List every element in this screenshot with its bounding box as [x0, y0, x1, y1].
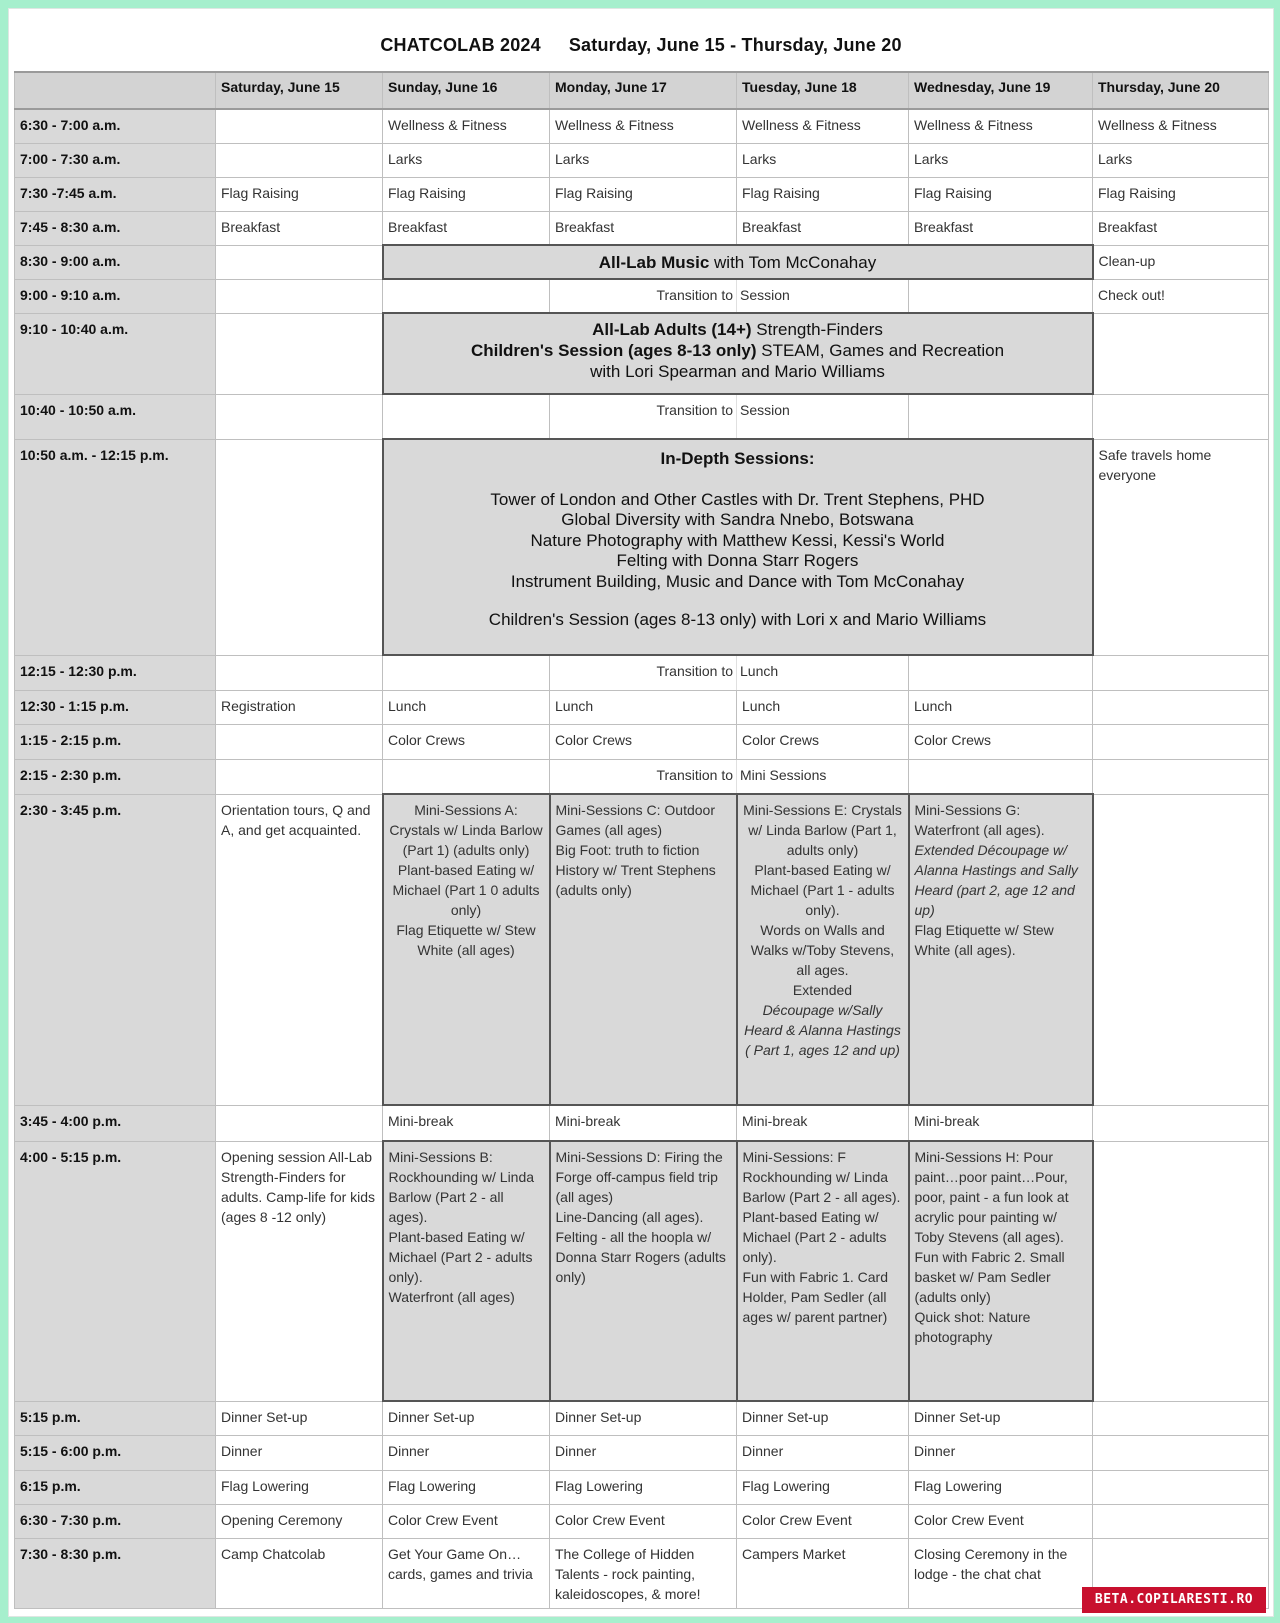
table-cell: [1093, 394, 1269, 439]
time-cell: 7:30 -7:45 a.m.: [15, 177, 216, 211]
mini-item: Big Foot: truth to fiction: [555, 842, 700, 858]
mini-item: Fun with Fabric 2. Small basket w/ Pam Sedler (adults only): [914, 1249, 1065, 1305]
table-cell: Dinner: [383, 1435, 550, 1470]
time-cell: 7:00 - 7:30 a.m.: [15, 143, 216, 177]
event-dates: Saturday, June 15 - Thursday, June 20: [568, 35, 902, 55]
mini-sessions-f: [737, 1141, 909, 1401]
mini-item: Mini-Sessions H: Pour paint…poor paint…Pour, poor, paint - a fun look at acrylic pour painting w/ Toby Stevens (all ages).: [914, 1149, 1069, 1245]
table-cell: Dinner Set-up: [737, 1401, 909, 1435]
table-cell: Color Crews: [909, 724, 1093, 759]
table-cell: [1093, 794, 1269, 1105]
table-cell: Breakfast: [909, 211, 1093, 245]
transition-cell: Session: [737, 394, 909, 439]
mini-item: Plant-based Eating w/ Michael (Part 2 - adults only).: [742, 1209, 887, 1265]
mini-item: History w/ Trent Stephens (adults only): [555, 862, 716, 898]
table-row: [15, 109, 1269, 143]
time-cell: 6:30 - 7:30 p.m.: [15, 1504, 216, 1538]
mini-item: Mini-Sessions E: Crystals w/ Linda Barlow (Part 1, adults only): [743, 802, 902, 858]
time-cell: 6:15 p.m.: [15, 1470, 216, 1504]
table-cell: Larks: [550, 143, 737, 177]
table-cell: [1093, 1470, 1269, 1504]
table-cell: Breakfast: [1093, 211, 1269, 245]
table-cell: Flag Lowering: [737, 1470, 909, 1504]
in-depth-item: Felting with Donna Starr Rogers: [616, 551, 859, 570]
mini-item: Mini-Sessions D: Firing the Forge off-campus field trip (all ages): [555, 1149, 723, 1205]
in-depth-item: Global Diversity with Sandra Nnebo, Botswana: [561, 510, 914, 529]
table-cell: Color Crews: [737, 724, 909, 759]
in-depth-sessions-block: [383, 439, 1093, 655]
header-row: [15, 72, 1269, 109]
mini-item: Mini-Sessions: F Rockhounding w/ Linda Barlow (Part 2 - all ages).: [742, 1149, 901, 1205]
day-header: Tuesday, June 18: [737, 72, 909, 109]
table-cell: Mini-break: [383, 1105, 550, 1141]
table-cell: Dinner: [216, 1435, 383, 1470]
time-cell: 7:45 - 8:30 a.m.: [15, 211, 216, 245]
transition-cell: Session: [737, 279, 909, 313]
table-row: [15, 394, 1269, 439]
table-cell: Dinner Set-up: [909, 1401, 1093, 1435]
table-cell: [383, 394, 550, 439]
table-cell: [909, 279, 1093, 313]
table-cell: Flag Lowering: [550, 1470, 737, 1504]
table-cell: Larks: [383, 143, 550, 177]
table-cell: Check out!: [1093, 279, 1269, 313]
table-cell: Wellness & Fitness: [737, 109, 909, 143]
table-cell: Lunch: [550, 690, 737, 724]
table-cell: [1093, 1401, 1269, 1435]
table-row: [15, 279, 1269, 313]
mini-item: Fun with Fabric 1. Card Holder, Pam Sedler (all ages w/ parent partner): [742, 1269, 888, 1325]
time-cell: 6:30 - 7:00 a.m.: [15, 109, 216, 143]
all-lab-adults-block: [383, 313, 1093, 394]
table-cell: Color Crew Event: [383, 1504, 550, 1538]
music-title: All-Lab Music: [598, 253, 710, 272]
table-row: [15, 655, 1269, 690]
table-cell: Campers Market: [737, 1538, 909, 1608]
table-row: [15, 1470, 1269, 1504]
table-cell: [1093, 1435, 1269, 1470]
table-cell: Safe travels home everyone: [1093, 439, 1269, 655]
all-lab-music-block: [383, 245, 1093, 279]
table-cell: Larks: [1093, 143, 1269, 177]
mini-item: Extended: [792, 982, 853, 998]
table-cell: [216, 143, 383, 177]
table-cell: Flag Raising: [737, 177, 909, 211]
adults-title: All-Lab Adults (14+): [592, 320, 752, 339]
table-cell: [1093, 313, 1269, 394]
table-cell: Flag Raising: [1093, 177, 1269, 211]
table-cell: Flag Raising: [550, 177, 737, 211]
mini-item: Flag Etiquette w/ Stew White (all ages): [396, 922, 536, 958]
table-cell: Opening session All-Lab Strength-Finders for adults. Camp-life for kids (ages 8 -12 only): [216, 1141, 383, 1401]
mini-item: Plant-based Eating w/ Michael (Part 1 - adults only).: [750, 862, 895, 918]
table-row: [15, 211, 1269, 245]
table-cell: Color Crew Event: [550, 1504, 737, 1538]
in-depth-heading: In-Depth Sessions:: [660, 449, 815, 468]
table-row: [15, 1141, 1269, 1401]
table-cell: Dinner: [737, 1435, 909, 1470]
table-cell: Larks: [909, 143, 1093, 177]
table-row: [15, 1105, 1269, 1141]
in-depth-item: Tower of London and Other Castles with Dr. Trent Stephens, PHD: [490, 489, 985, 509]
time-cell: 10:40 - 10:50 a.m.: [15, 394, 216, 439]
table-row: [15, 177, 1269, 211]
schedule-title: [9, 19, 1273, 71]
table-cell: [216, 724, 383, 759]
time-cell: 3:45 - 4:00 p.m.: [15, 1105, 216, 1141]
mini-item: Line-Dancing (all ages).: [555, 1209, 704, 1225]
table-cell: Color Crews: [383, 724, 550, 759]
mini-item: Flag Etiquette w/ Stew White (all ages).: [914, 922, 1054, 958]
table-cell: Wellness & Fitness: [383, 109, 550, 143]
table-cell: Breakfast: [216, 211, 383, 245]
table-cell: Lunch: [383, 690, 550, 724]
table-cell: [216, 245, 383, 279]
table-cell: Clean-up: [1093, 245, 1269, 279]
table-cell: Flag Raising: [383, 177, 550, 211]
mini-sessions-h: [909, 1141, 1093, 1401]
day-header: Thursday, June 20: [1093, 72, 1269, 109]
transition-cell: Transition to: [550, 394, 737, 439]
table-row: [15, 439, 1269, 655]
time-cell: 2:30 - 3:45 p.m.: [15, 794, 216, 1105]
children-topic: STEAM, Games and Recreation: [756, 341, 1005, 360]
table-cell: Dinner: [550, 1435, 737, 1470]
mini-item: Mini-Sessions G: Waterfront (all ages).: [914, 802, 1045, 838]
table-cell: Flag Raising: [216, 177, 383, 211]
table-cell: Opening Ceremony: [216, 1504, 383, 1538]
mini-sessions-g: [909, 794, 1093, 1105]
table-row: [15, 1435, 1269, 1470]
day-header: Saturday, June 15: [216, 72, 383, 109]
table-cell: [383, 655, 550, 690]
table-row: [15, 759, 1269, 794]
mini-item: Felting - all the hoopla w/ Donna Starr Rogers (adults only): [555, 1229, 726, 1285]
time-cell: 1:15 - 2:15 p.m.: [15, 724, 216, 759]
mini-item: Plant-based Eating w/ Michael (Part 2 - adults only).: [388, 1229, 533, 1285]
mini-item: Mini-Sessions A: Crystals w/ Linda Barlow (Part 1) (adults only): [389, 802, 543, 858]
table-cell: [216, 279, 383, 313]
table-cell: [216, 439, 383, 655]
table-cell: Breakfast: [737, 211, 909, 245]
in-depth-item: Instrument Building, Music and Dance with Tom McConahay: [510, 571, 965, 591]
time-cell: 10:50 a.m. - 12:15 p.m.: [15, 439, 216, 655]
table-cell: Larks: [737, 143, 909, 177]
table-cell: [216, 109, 383, 143]
table-cell: Orientation tours, Q and A, and get acquainted.: [216, 794, 383, 1105]
table-cell: Flag Lowering: [909, 1470, 1093, 1504]
day-header: Sunday, June 16: [383, 72, 550, 109]
table-row: [15, 1538, 1269, 1608]
time-cell: 5:15 - 6:00 p.m.: [15, 1435, 216, 1470]
mini-sessions-c: [550, 794, 737, 1105]
table-cell: [1093, 690, 1269, 724]
time-cell: 9:00 - 9:10 a.m.: [15, 279, 216, 313]
table-cell: [1093, 1105, 1269, 1141]
table-row: [15, 690, 1269, 724]
table-cell: [1093, 655, 1269, 690]
mini-sessions-b: [383, 1141, 550, 1401]
mini-sessions-d: [550, 1141, 737, 1401]
table-cell: [216, 655, 383, 690]
table-cell: [216, 759, 383, 794]
table-cell: Flag Lowering: [216, 1470, 383, 1504]
table-cell: [909, 759, 1093, 794]
table-row: [15, 1504, 1269, 1538]
time-cell: 12:15 - 12:30 p.m.: [15, 655, 216, 690]
table-cell: Dinner Set-up: [383, 1401, 550, 1435]
transition-cell: Transition to: [550, 655, 737, 690]
table-cell: Color Crews: [550, 724, 737, 759]
table-cell: Lunch: [737, 690, 909, 724]
time-cell: 8:30 - 9:00 a.m.: [15, 245, 216, 279]
table-cell: Mini-break: [909, 1105, 1093, 1141]
transition-cell: Transition to: [550, 759, 737, 794]
table-row: [15, 1401, 1269, 1435]
transition-cell: Transition to: [550, 279, 737, 313]
table-cell: Camp Chatcolab: [216, 1538, 383, 1608]
mini-item: Mini-Sessions B: Rockhounding w/ Linda Barlow (Part 2 - all ages).: [388, 1149, 535, 1225]
table-cell: Flag Raising: [909, 177, 1093, 211]
day-header: Monday, June 17: [550, 72, 737, 109]
table-cell: [383, 279, 550, 313]
table-cell: [909, 655, 1093, 690]
table-cell: Breakfast: [383, 211, 550, 245]
adults-hosts: with Lori Spearman and Mario Williams: [590, 362, 885, 381]
table-cell: [1093, 1504, 1269, 1538]
table-cell: Dinner Set-up: [550, 1401, 737, 1435]
table-cell: [909, 394, 1093, 439]
music-host: with Tom McConahay: [709, 253, 877, 272]
table-cell: Wellness & Fitness: [1093, 109, 1269, 143]
time-cell: 5:15 p.m.: [15, 1401, 216, 1435]
mini-item-italic: Extended Découpage w/ Alanna Hastings and Sally Heard (part 2, age 12 and up): [914, 842, 1078, 918]
table-cell: Wellness & Fitness: [909, 109, 1093, 143]
table-cell: Mini-break: [550, 1105, 737, 1141]
mini-item-italic: Découpage w/Sally Heard & Alanna Hastings ( Part 1, ages 12 and up): [744, 1002, 901, 1058]
table-cell: Dinner: [909, 1435, 1093, 1470]
time-cell: 2:15 - 2:30 p.m.: [15, 759, 216, 794]
table-cell: Closing Ceremony in the lodge - the chat chat: [909, 1538, 1093, 1608]
transition-cell: Mini Sessions: [737, 759, 909, 794]
table-cell: [383, 759, 550, 794]
adults-topic: Strength-Finders: [751, 320, 883, 339]
table-cell: Color Crew Event: [737, 1504, 909, 1538]
table-cell: Lunch: [909, 690, 1093, 724]
table-cell: The College of Hidden Talents - rock painting, kaleidoscopes, & more!: [550, 1538, 737, 1608]
transition-cell: Lunch: [737, 655, 909, 690]
table-cell: [1093, 1141, 1269, 1401]
time-cell: 4:00 - 5:15 p.m.: [15, 1141, 216, 1401]
mini-sessions-e: [737, 794, 909, 1105]
table-cell: [216, 1105, 383, 1141]
mini-item: Waterfront (all ages): [388, 1289, 515, 1305]
mini-item: Plant-based Eating w/ Michael (Part 1 0 adults only): [392, 862, 540, 918]
table-cell: Get Your Game On… cards, games and trivia: [383, 1538, 550, 1608]
event-name: CHATCOLAB 2024: [380, 35, 541, 55]
table-cell: Mini-break: [737, 1105, 909, 1141]
time-cell: 9:10 - 10:40 a.m.: [15, 313, 216, 394]
schedule-page: [8, 8, 1274, 1617]
table-row: [15, 143, 1269, 177]
mini-sessions-a: [383, 794, 550, 1105]
in-depth-item: Nature Photography with Matthew Kessi, Kessi's World: [530, 530, 945, 550]
time-cell: 7:30 - 8:30 p.m.: [15, 1538, 216, 1608]
mini-item: Words on Walls and Walks w/Toby Stevens, all ages.: [750, 922, 895, 978]
table-row: [15, 794, 1269, 1105]
table-cell: [216, 313, 383, 394]
table-cell: Registration: [216, 690, 383, 724]
watermark-badge: BETA.COPILARESTI.RO: [1082, 1587, 1266, 1613]
in-depth-children: Children's Session (ages 8-13 only) with Lori x and Mario Williams: [488, 610, 987, 629]
children-title: Children's Session (ages 8-13 only): [470, 341, 757, 360]
day-header: Wednesday, June 19: [909, 72, 1093, 109]
time-cell: 12:30 - 1:15 p.m.: [15, 690, 216, 724]
time-header: [15, 72, 216, 109]
table-cell: Color Crew Event: [909, 1504, 1093, 1538]
table-cell: Breakfast: [550, 211, 737, 245]
table-cell: [1093, 724, 1269, 759]
table-cell: Wellness & Fitness: [550, 109, 737, 143]
mini-item: Quick shot: Nature photography: [914, 1309, 1031, 1345]
table-row: [15, 245, 1269, 279]
table-cell: [1093, 759, 1269, 794]
table-row: [15, 724, 1269, 759]
table-cell: Dinner Set-up: [216, 1401, 383, 1435]
schedule-table: [14, 71, 1269, 1609]
table-row: [15, 313, 1269, 394]
mini-item: Mini-Sessions C: Outdoor Games (all ages): [555, 802, 716, 838]
table-cell: [216, 394, 383, 439]
table-cell: Flag Lowering: [383, 1470, 550, 1504]
